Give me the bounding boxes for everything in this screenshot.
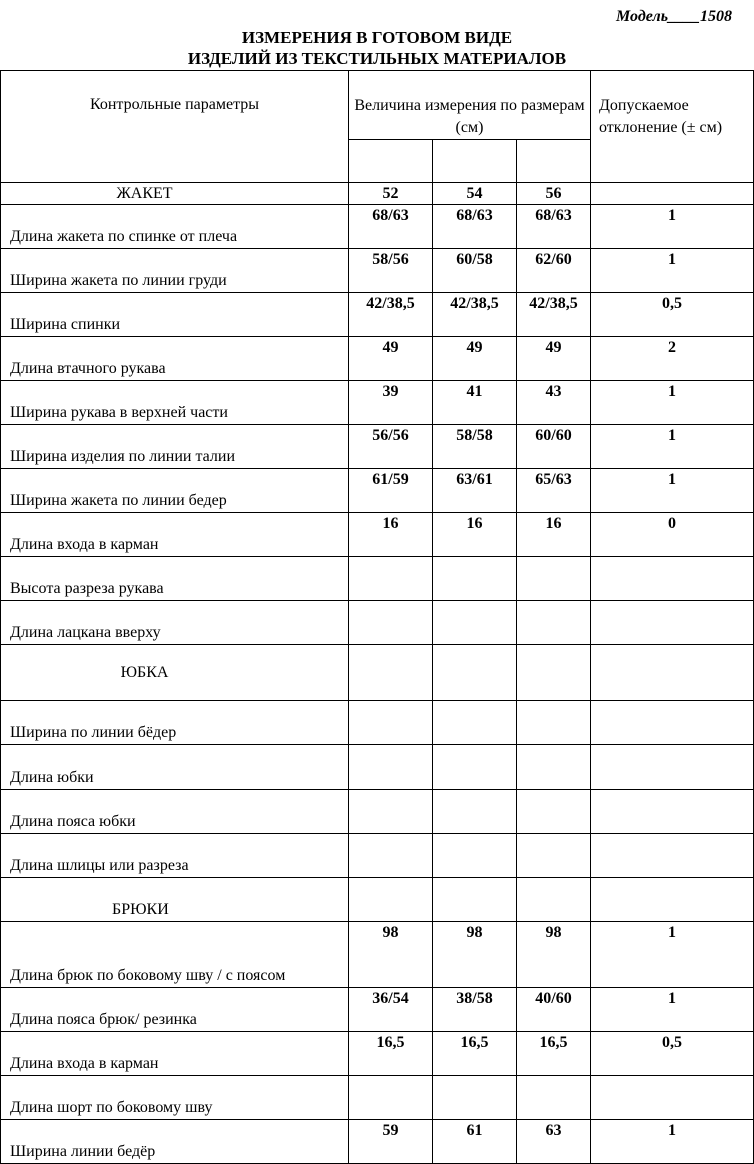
table-row [1, 513, 754, 557]
table-row [1, 249, 754, 293]
value-size-1 [349, 790, 433, 834]
value-size-3: 49 [517, 337, 591, 381]
value-tolerance: 1 [591, 988, 754, 1032]
value-size-3: 42/38,5 [517, 293, 591, 337]
value-size-2: 68/63 [433, 205, 517, 249]
table-row [1, 922, 754, 988]
value-size-1: 49 [349, 337, 433, 381]
table-row [1, 1076, 754, 1120]
empty-cell [591, 645, 754, 701]
empty-cell [517, 645, 591, 701]
value-size-3: 40/60 [517, 988, 591, 1032]
value-size-3 [517, 557, 591, 601]
table-row [1, 293, 754, 337]
value-size-1: 98 [349, 922, 433, 988]
value-size-3 [517, 701, 591, 745]
value-size-2: 49 [433, 337, 517, 381]
section-trousers: БРЮКИ [1, 878, 349, 922]
value-tolerance [591, 701, 754, 745]
header-sizes: Величина измерения по размерам (см) [349, 71, 591, 140]
table-row [1, 790, 754, 834]
value-size-3: 62/60 [517, 249, 591, 293]
value-size-1: 42/38,5 [349, 293, 433, 337]
section-skirt: ЮБКА [1, 645, 349, 701]
value-size-1 [349, 601, 433, 645]
value-tolerance [591, 1076, 754, 1120]
param-label: Длина юбки [1, 745, 349, 790]
value-size-1 [349, 701, 433, 745]
value-size-2 [433, 601, 517, 645]
value-size-3 [517, 790, 591, 834]
empty-cell [433, 878, 517, 922]
value-size-2: 60/58 [433, 249, 517, 293]
value-size-1 [349, 745, 433, 790]
param-label: Ширина линии бедёр [1, 1120, 349, 1164]
value-size-3: 68/63 [517, 205, 591, 249]
table-row [1, 469, 754, 513]
param-label: Ширина жакета по линии груди [1, 249, 349, 293]
value-tolerance: 1 [591, 1120, 754, 1164]
value-tolerance [591, 745, 754, 790]
value-size-2 [433, 1076, 517, 1120]
value-size-3 [517, 1076, 591, 1120]
document-title-line1: ИЗМЕРЕНИЯ В ГОТОВОМ ВИДЕ [241, 28, 513, 47]
table-row [1, 988, 754, 1032]
value-size-1: 16 [349, 513, 433, 557]
param-label: Длина шорт по боковому шву [1, 1076, 349, 1120]
value-size-3: 43 [517, 381, 591, 425]
value-size-1: 59 [349, 1120, 433, 1164]
header-parameters: Контрольные параметры [1, 71, 349, 183]
header-size-cell [349, 140, 433, 183]
value-size-1 [349, 834, 433, 878]
value-tolerance [591, 557, 754, 601]
value-size-3 [517, 834, 591, 878]
value-tolerance: 1 [591, 249, 754, 293]
value-size-1: 36/54 [349, 988, 433, 1032]
table-row [1, 745, 754, 790]
value-size-1 [349, 1076, 433, 1120]
value-tolerance: 0 [591, 513, 754, 557]
value-tolerance [591, 834, 754, 878]
value-tolerance: 1 [591, 205, 754, 249]
size-52: 52 [349, 183, 433, 205]
param-label: Длина входа в карман [1, 513, 349, 557]
value-size-3: 98 [517, 922, 591, 988]
value-size-1: 39 [349, 381, 433, 425]
table-row [1, 337, 754, 381]
value-size-1: 16,5 [349, 1032, 433, 1076]
table-row [1, 834, 754, 878]
header-size-cell [517, 140, 591, 183]
param-label: Длина лацкана вверху [1, 601, 349, 645]
param-label: Ширина жакета по линии бедер [1, 469, 349, 513]
value-tolerance: 1 [591, 922, 754, 988]
value-size-1: 56/56 [349, 425, 433, 469]
value-size-2: 42/38,5 [433, 293, 517, 337]
param-label: Ширина спинки [1, 293, 349, 337]
table-row [1, 557, 754, 601]
value-size-2: 98 [433, 922, 517, 988]
value-size-2: 38/58 [433, 988, 517, 1032]
size-56: 56 [517, 183, 591, 205]
value-size-3: 60/60 [517, 425, 591, 469]
value-size-2 [433, 745, 517, 790]
value-size-3 [517, 601, 591, 645]
value-size-1: 68/63 [349, 205, 433, 249]
value-size-3: 63 [517, 1120, 591, 1164]
param-label: Длина входа в карман [1, 1032, 349, 1076]
value-size-3 [517, 745, 591, 790]
table-row [1, 1120, 754, 1164]
section-jacket: ЖАКЕТ [1, 183, 349, 205]
param-label: Длина втачного рукава [1, 337, 349, 381]
table-row [1, 601, 754, 645]
param-label: Длина пояса брюк/ резинка [1, 988, 349, 1032]
header-size-cell [433, 140, 517, 183]
value-tolerance: 1 [591, 381, 754, 425]
param-label: Ширина рукава в верхней части [1, 381, 349, 425]
value-size-2 [433, 701, 517, 745]
value-size-2: 63/61 [433, 469, 517, 513]
value-tolerance: 1 [591, 425, 754, 469]
table-row [1, 425, 754, 469]
value-size-3: 16,5 [517, 1032, 591, 1076]
document-title-line2: ИЗДЕЛИЙ ИЗ ТЕКСТИЛЬНЫХ МАТЕРИАЛОВ [187, 49, 567, 68]
table-row [1, 701, 754, 745]
value-size-1: 58/56 [349, 249, 433, 293]
value-size-2: 58/58 [433, 425, 517, 469]
header-tolerance: Допускаемое отклонение (± см) [591, 71, 754, 183]
empty-cell [591, 878, 754, 922]
param-label: Ширина по линии бёдер [1, 701, 349, 745]
value-size-2: 16 [433, 513, 517, 557]
value-tolerance: 0,5 [591, 293, 754, 337]
value-tolerance [591, 601, 754, 645]
table-row [1, 205, 754, 249]
value-size-2: 41 [433, 381, 517, 425]
value-tolerance: 0,5 [591, 1032, 754, 1076]
jacket-rows [1, 205, 754, 645]
value-tolerance: 2 [591, 337, 754, 381]
value-size-2: 61 [433, 1120, 517, 1164]
value-tolerance: 1 [591, 469, 754, 513]
measurements-table [0, 70, 754, 1164]
empty-cell [349, 645, 433, 701]
param-label: Длина пояса юбки [1, 790, 349, 834]
param-label: Длина брюк по боковому шву / с поясом [1, 922, 349, 988]
value-size-3: 16 [517, 513, 591, 557]
table-row [1, 1032, 754, 1076]
value-tolerance [591, 790, 754, 834]
param-label: Длина шлицы или разреза [1, 834, 349, 878]
value-size-2 [433, 557, 517, 601]
empty-cell [349, 878, 433, 922]
value-size-1: 61/59 [349, 469, 433, 513]
value-size-1 [349, 557, 433, 601]
value-size-2: 16,5 [433, 1032, 517, 1076]
empty-cell [517, 878, 591, 922]
size-54: 54 [433, 183, 517, 205]
table-row [1, 381, 754, 425]
value-size-2 [433, 834, 517, 878]
value-size-3: 65/63 [517, 469, 591, 513]
skirt-rows [1, 701, 754, 878]
empty-cell [591, 183, 754, 205]
param-label: Ширина изделия по линии талии [1, 425, 349, 469]
empty-cell [433, 645, 517, 701]
param-label: Высота разреза рукава [1, 557, 349, 601]
value-size-2 [433, 790, 517, 834]
model-number: Модель____1508 [616, 8, 732, 25]
param-label: Длина жакета по спинке от плеча [1, 205, 349, 249]
trousers-rows [1, 922, 754, 1164]
